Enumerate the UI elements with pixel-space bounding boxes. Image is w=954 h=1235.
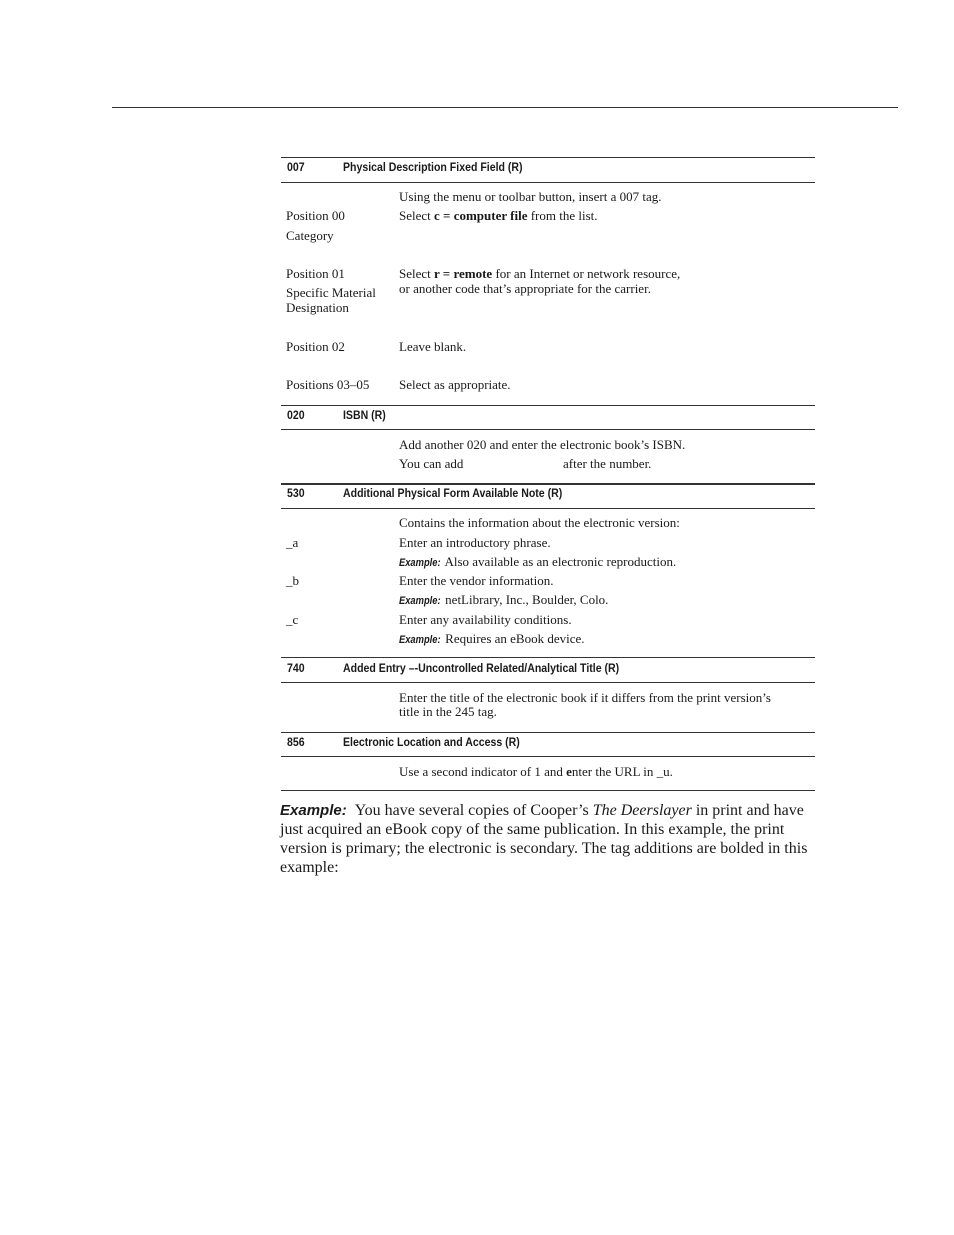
position-02-label: Position 02 <box>286 339 345 354</box>
position-01-text-line1: Select r = remote for an Internet or network resource, <box>399 266 681 281</box>
subfield-a-text: Enter an introductory phrase. <box>399 535 551 550</box>
tag-007-intro: Using the menu or toolbar button, insert a 007 tag. <box>399 189 662 204</box>
tag-530-number: 530 <box>287 486 305 500</box>
tag-020-title: ISBN (R) <box>343 408 386 422</box>
position-01-label: Position 01 <box>286 266 345 281</box>
tag-020-line1: Add another 020 and enter the electronic book’s ISBN. <box>399 437 686 452</box>
tag-020-number: 020 <box>287 408 305 422</box>
tag-530-title: Additional Physical Form Available Note (R) <box>343 486 563 500</box>
positions-03-05-label: Positions 03–05 <box>286 377 370 392</box>
tag-856-line: Use a second indicator of 1 and enter the URL in _u. <box>399 764 673 779</box>
tag-856-number: 856 <box>287 735 305 749</box>
book-title: The Deerslayer <box>592 802 692 819</box>
tag-007-title: Physical Description Fixed Field (R) <box>343 160 523 174</box>
subfield-b-text: Enter the vendor information. <box>399 573 554 588</box>
tag-740-title: Added Entry –-Uncontrolled Related/Analytical Title (R) <box>343 661 620 675</box>
subfield-c-label: _c <box>286 612 299 627</box>
section-top-rule <box>281 157 815 158</box>
tag-740-line2: title in the 245 tag. <box>399 704 497 719</box>
subfield-c-example: Example: Requires an eBook device. <box>399 631 585 646</box>
tag-740-line1: Enter the title of the electronic book if it differs from the print version’s <box>399 690 771 705</box>
section-header-rule <box>281 682 815 683</box>
position-02-text: Leave blank. <box>399 339 467 354</box>
category-label: Category <box>286 228 334 243</box>
table-bottom-rule <box>281 790 815 791</box>
position-00-text: Select c = computer file from the list. <box>399 208 598 223</box>
page-header-rule <box>112 107 898 108</box>
positions-03-05-text: Select as appropriate. <box>399 377 511 392</box>
tag-856-title: Electronic Location and Access (R) <box>343 735 520 749</box>
section-top-rule <box>281 483 815 485</box>
subfield-c-text: Enter any availability conditions. <box>399 612 572 627</box>
subfield-b-label: _b <box>286 573 299 588</box>
example-paragraph: Example: You have several copies of Cooper’s The Deerslayer in print and have just acquired an eBook copy of the same publication. In this example, the print version is primary; the electronic is secondary. The tag additions are bolded in this example: <box>280 802 808 876</box>
tag-020-line2-start: You can add <box>399 456 464 471</box>
section-top-rule <box>281 732 815 733</box>
specific-material-label: Specific Material <box>286 285 376 300</box>
section-header-rule <box>281 508 815 509</box>
section-header-rule <box>281 182 815 183</box>
tag-020-line2-end: after the number. <box>563 456 652 471</box>
section-header-rule <box>281 429 815 430</box>
tag-007-number: 007 <box>287 160 305 174</box>
subfield-b-example: Example: netLibrary, Inc., Boulder, Colo. <box>399 592 609 607</box>
tag-530-intro: Contains the information about the electronic version: <box>399 515 680 530</box>
tag-740-number: 740 <box>287 661 305 675</box>
designation-label: Designation <box>286 300 349 315</box>
section-header-rule <box>281 756 815 757</box>
section-top-rule <box>281 405 815 406</box>
position-00-label: Position 00 <box>286 208 345 223</box>
position-01-text-line2: or another code that’s appropriate for the carrier. <box>399 281 651 296</box>
subfield-a-example: Example: Also available as an electronic reproduction. <box>399 554 677 569</box>
subfield-a-label: _a <box>286 535 299 550</box>
section-top-rule <box>281 657 815 658</box>
example-label: Example: <box>280 802 347 819</box>
